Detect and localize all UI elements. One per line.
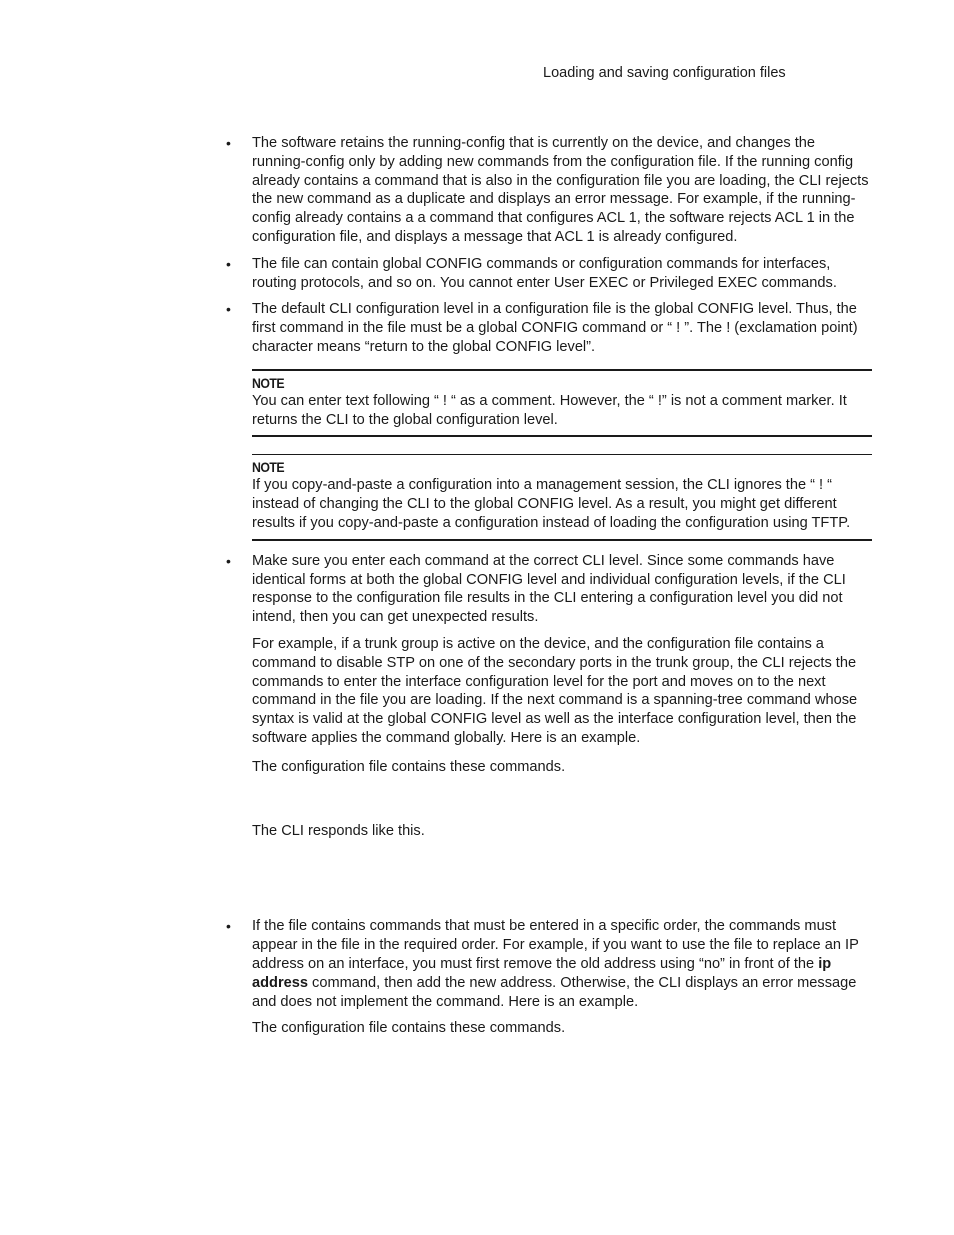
bullet-marker: • <box>226 918 231 935</box>
note-box <box>252 454 872 540</box>
paragraph: For example, if a trunk group is active on the device, and the configuration file contains a command to disable STP on one of the secondary ports in the trunk group, the CLI rejects the commands to enter the interface configuration level for the port and moves on to the next command in the file you are loading. If the next command is a spanning-tree command whose syntax is valid at the global CONFIG level as well as the interface configuration level, then the software applies the command globally. Here is an example. <box>252 635 858 746</box>
bullet-marker: • <box>226 135 231 151</box>
bullet-text: The software retains the running-config that is currently on the device, and changes the running-config only by adding new commands from the configuration file. If the running config already contains a command that is also in the configuration file you are loading, the CLI rejects the new command as a duplicate and displays an error message. For example, if the running-config already contains a a command that configures ACL 1, the software rejects ACL 1 in the configuration file, and displays a message that ACL 1 is already configured. <box>252 135 869 245</box>
note-box <box>252 369 872 438</box>
bullet-item <box>224 300 872 356</box>
note-text: If you copy-and-paste a configuration into a management session, the CLI ignores the “ ! “ instead of changing the CLI to the global CONFIG level. As a result, you might get different results if you copy-and-paste a configuration instead of loading the configuration using TFTP. <box>252 477 851 531</box>
bullet-marker: • <box>226 552 231 569</box>
page-body <box>224 134 872 1046</box>
bullet-item <box>224 255 872 293</box>
paragraph: The configuration file contains these commands. <box>252 758 566 775</box>
bullet-text: The file can contain global CONFIG commands or configuration commands for interfaces, routing protocols, and so on. You cannot enter User EXEC or Privileged EXEC commands. <box>252 255 837 291</box>
bullet-marker: • <box>226 301 231 318</box>
bullet-text-end: command, then add the new address. Otherwise, the CLI displays an error message and does not implement the command. Here is an example. <box>252 974 857 1010</box>
running-header: Loading and saving configuration files <box>543 65 786 81</box>
note-text: You can enter text following “ ! “ as a comment. However, the “ !” is not a comment marker. It returns the CLI to the global configuration level. <box>252 392 847 428</box>
paragraph: The configuration file contains these commands. <box>252 1020 566 1037</box>
note-title: NOTE <box>252 459 285 476</box>
bullet-item <box>224 917 872 1011</box>
bullet-text: The default CLI configuration level in a configuration file is the global CONFIG level. Thus, the first command in the file must be a global CONFIG command or “ ! ”. The ! (exclamation point) character means “return to the global CONFIG level”. <box>252 301 858 355</box>
paragraph: The CLI responds like this. <box>252 822 425 839</box>
bullet-item <box>224 552 872 627</box>
bullet-item <box>224 134 872 247</box>
bullet-marker: • <box>226 255 231 272</box>
bullet-text <box>252 917 872 1011</box>
bullet-text: Make sure you enter each command at the correct CLI level. Since some commands have identical forms at both the global CONFIG level and individual configuration levels, if the CLI response to the configuration file results in the CLI entering a configuration level you did not intend, then you can get unexpected results. <box>252 552 846 626</box>
bullet-text-start: If the file contains commands that must be entered in a specific order, the commands must appear in the file in the required order. For example, if you want to use the file to replace an IP address on an interface, you must first remove the old address using “no” in front of the <box>252 918 859 972</box>
command-keyword: ip address <box>252 955 832 991</box>
note-title: NOTE <box>252 374 285 391</box>
